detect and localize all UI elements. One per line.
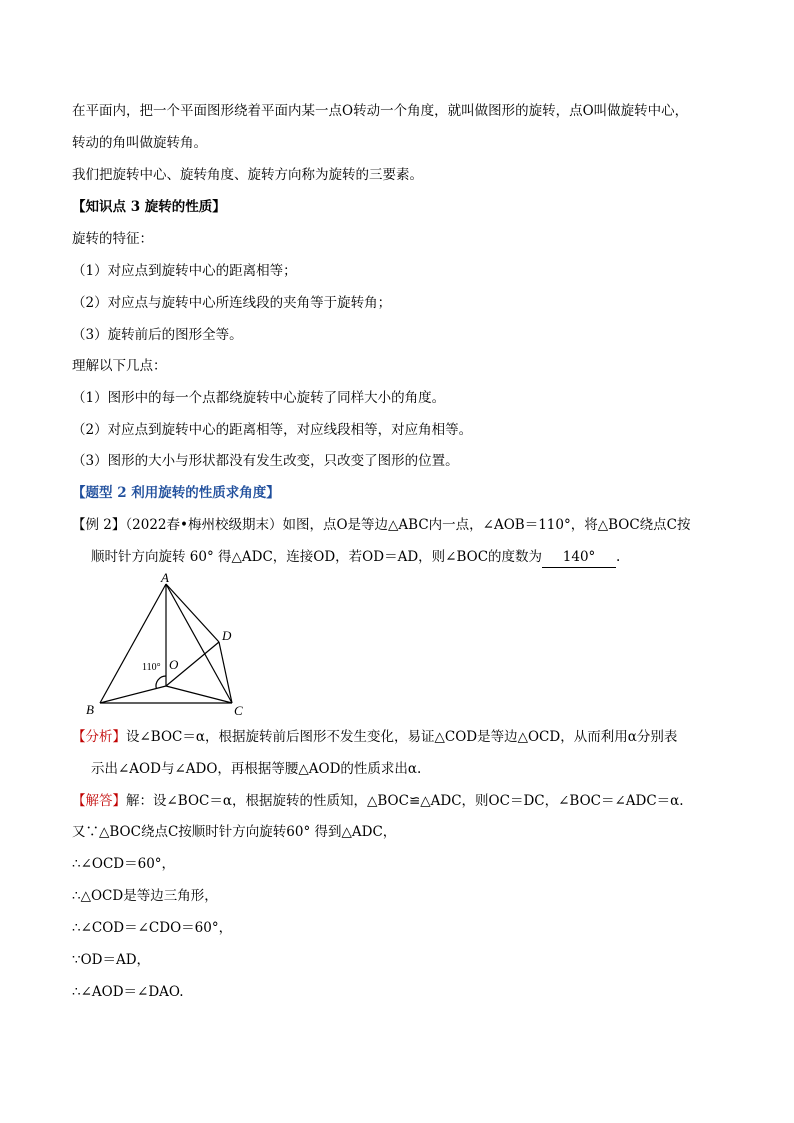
analysis-line-2: 示出∠AOD与∠ADO，再根据等腰△AOD的性质求出α. — [91, 761, 422, 777]
label-a: A — [161, 572, 169, 585]
solution-step-4: ∴∠COD＝∠CDO＝60°， — [72, 920, 233, 936]
example-end: . — [616, 549, 621, 565]
solution-step-1: 又∵△BOC绕点C按顺时针方向旋转60° 得到△ADC， — [72, 824, 397, 840]
geometry-figure — [82, 572, 252, 718]
feature-item-1: （1）对应点到旋转中心的距离相等； — [72, 263, 297, 279]
segment-ac — [166, 584, 232, 703]
angle-label-110: 110° — [142, 662, 161, 673]
analysis-line-1 — [72, 727, 677, 747]
example-line-2 — [91, 547, 620, 568]
label-c: C — [234, 703, 243, 718]
solution-step-5: ∵OD＝AD， — [72, 952, 151, 968]
solution-line-1 — [72, 791, 684, 811]
segment-oc — [166, 686, 232, 703]
understand-item-3: （3）图形的大小与形状都没有发生改变，只改变了图形的位置。 — [72, 453, 459, 469]
segment-ad — [166, 584, 219, 642]
definition-line-1: 在平面内，把一个平面图形绕着平面内某一点O转动一个角度，就叫做图形的旋转，点O叫做旋转中心， — [72, 103, 689, 119]
label-o: O — [169, 657, 179, 672]
solution-step-3: ∴△OCD是等边三角形， — [72, 888, 218, 904]
example-label: 【例 2】 — [72, 517, 126, 533]
example-text-2: 顺时针方向旋转 60° 得△ADC，连接OD，若OD＝AD，则∠BOC的度数为 — [91, 549, 543, 565]
understand-item-1: （1）图形中的每一个点都绕旋转中心旋转了同样大小的角度。 — [72, 390, 446, 406]
label-d: D — [222, 628, 232, 643]
question-type-2-title: 【题型 2 利用旋转的性质求角度】 — [72, 485, 280, 501]
feature-item-3: （3）旋转前后的图形全等。 — [72, 327, 243, 343]
segment-dc — [219, 642, 232, 703]
knowledge-point-3-title: 【知识点 3 旋转的性质】 — [72, 199, 226, 215]
solution-step-2: ∴∠OCD＝60°， — [72, 856, 176, 872]
example-line-1 — [72, 515, 691, 535]
example-text-1: （2022春•梅州校级期末）如图，点O是等边△ABC内一点，∠AOB＝110°，将△BOC绕点C按 — [125, 517, 691, 533]
solution-step-6: ∴∠AOD＝∠DAO. — [72, 984, 184, 1000]
understand-item-2: （2）对应点到旋转中心的距离相等，对应线段相等，对应角相等。 — [72, 422, 473, 438]
solution-tag: 【解答】 — [72, 793, 126, 809]
solution-text-1: 解：设∠BOC＝α，根据旋转的性质知，△BOC≌△ADC，则OC＝DC，∠BOC＝∠ADC＝α. — [126, 793, 684, 809]
feature-item-2: （2）对应点与旋转中心所连线段的夹角等于旋转角； — [72, 295, 392, 311]
definition-line-2: 转动的角叫做旋转角。 — [72, 135, 207, 151]
label-b: B — [86, 702, 94, 717]
answer-blank: 140° — [542, 547, 616, 568]
understand-heading: 理解以下几点： — [72, 358, 167, 374]
three-elements-line: 我们把旋转中心、旋转角度、旋转方向称为旋转的三要素。 — [72, 167, 423, 183]
feature-heading: 旋转的特征： — [72, 231, 153, 247]
analysis-text-1: 设∠BOC＝α，根据旋转前后图形不发生变化，易证△COD是等边△OCD，从而利用α分别表 — [126, 729, 678, 745]
analysis-tag: 【分析】 — [72, 729, 126, 745]
